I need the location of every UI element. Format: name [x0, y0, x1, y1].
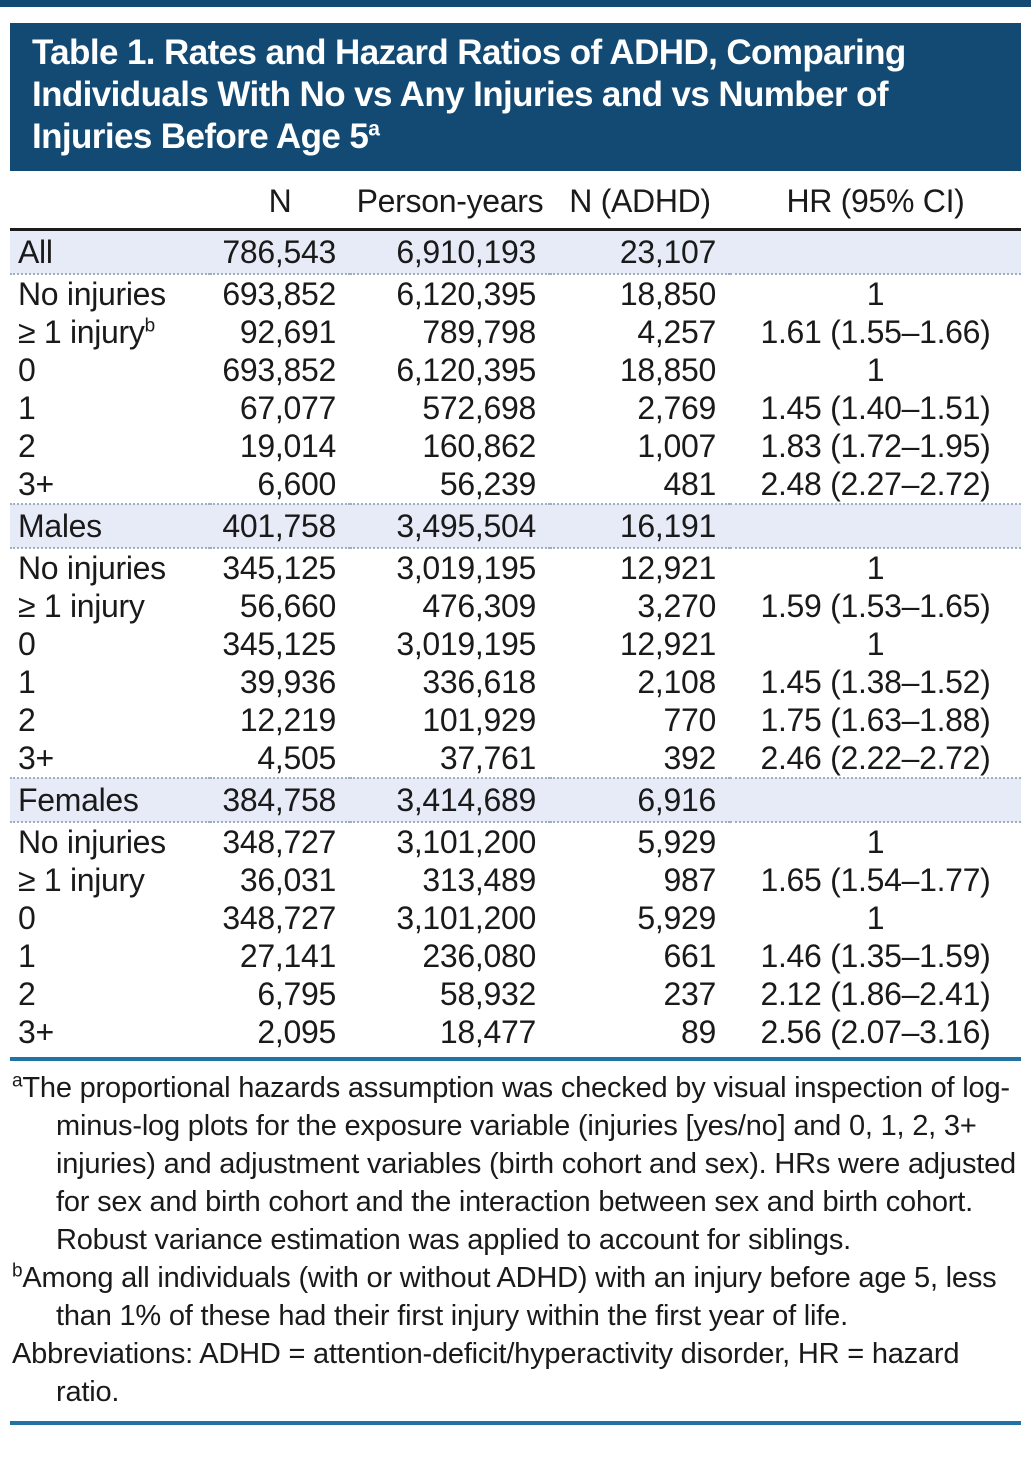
- row-label-cell: ≥ 1 injury: [18, 862, 145, 898]
- hr-ci-cell: 2.56 (2.07–3.16): [760, 1014, 991, 1050]
- n-cell: 693,852: [222, 352, 336, 388]
- hr-ci-cell: 1.59 (1.53–1.65): [760, 588, 991, 624]
- person-years-cell: 160,862: [422, 428, 536, 464]
- table-row: [10, 937, 1021, 975]
- row-label-cell: No injuries: [18, 550, 166, 586]
- person-years-cell: 789,798: [422, 314, 536, 350]
- row-label-cell: 1: [18, 390, 36, 426]
- table-row: [10, 822, 1021, 861]
- row-label-cell: 0: [18, 626, 36, 662]
- section-label-cell: All: [10, 230, 210, 275]
- n-cell: 786,543: [210, 230, 350, 275]
- n-cell: 348,727: [222, 824, 336, 860]
- table-row: [10, 465, 1021, 504]
- footnote-marker: a: [12, 1070, 23, 1092]
- person-years-cell: 3,101,200: [396, 900, 536, 936]
- row-label-cell: 2: [18, 976, 36, 1012]
- person-years-cell: 3,101,200: [396, 824, 536, 860]
- row-label-cell: 1: [18, 938, 36, 974]
- column-header-n-adhd: N (ADHD): [550, 181, 730, 230]
- table-row: [10, 975, 1021, 1013]
- table-row: [10, 701, 1021, 739]
- hr-ci-cell: 1.75 (1.63–1.88): [760, 702, 991, 738]
- section-summary-row-males: [10, 504, 1021, 548]
- hr-ci-cell: 1: [866, 276, 885, 312]
- column-header-n: N: [210, 181, 350, 230]
- footnotes-block: [12, 1069, 1021, 1411]
- table-row: [10, 861, 1021, 899]
- person-years-cell: 6,120,395: [396, 352, 536, 388]
- table-title-box: [10, 23, 1021, 171]
- hr-ci-cell: [730, 230, 1021, 275]
- n-cell: 384,758: [210, 778, 350, 822]
- table-bottom-rule: [10, 1057, 1021, 1061]
- footnote-a: $^a$The proportional hazards assumption was checked by visual inspection of log-minus-log plots for the exposure variable (injuries [yes/no] and 0, 1, 2, 3+ injuries) and adjustment variables (birth cohort and sex). HRs were adjusted for sex and birth cohort and the interaction between sex and birth cohort. Robust variance estimation was applied to account for siblings.: [12, 1070, 1016, 1256]
- n-adhd-cell: 4,257: [637, 314, 716, 350]
- hr-ci-cell: 1.45 (1.40–1.51): [760, 390, 991, 426]
- n-adhd-cell: 481: [663, 466, 716, 502]
- hr-ci-cell: 1: [866, 824, 885, 860]
- person-years-cell: 3,495,504: [350, 504, 550, 548]
- person-years-cell: 37,761: [439, 740, 536, 776]
- row-label-cell: 0: [18, 352, 36, 388]
- table-row: [10, 663, 1021, 701]
- row-label-cell: 2: [18, 428, 36, 464]
- column-header-person-years: Person-years: [350, 181, 550, 230]
- row-label-cell: 3+: [18, 740, 54, 776]
- n-cell: 67,077: [239, 390, 336, 426]
- row-label-cell: 0: [18, 900, 36, 936]
- n-adhd-cell: 5,929: [637, 824, 716, 860]
- hr-ci-cell: 1.83 (1.72–1.95): [760, 428, 991, 464]
- hr-ci-cell: 1.61 (1.55–1.66): [760, 314, 991, 350]
- hr-ci-cell: 1: [866, 352, 885, 388]
- table-row: [10, 389, 1021, 427]
- hr-ci-cell: 1: [866, 550, 885, 586]
- n-cell: 401,758: [210, 504, 350, 548]
- person-years-cell: 101,929: [422, 702, 536, 738]
- table-row: [10, 899, 1021, 937]
- table-row: [10, 351, 1021, 389]
- n-adhd-cell: 2,108: [637, 664, 716, 700]
- person-years-cell: 236,080: [422, 938, 536, 974]
- n-adhd-cell: 987: [663, 862, 716, 898]
- row-label-cell: 1: [18, 664, 36, 700]
- hr-ci-cell: 1.65 (1.54–1.77): [760, 862, 991, 898]
- person-years-cell: 58,932: [439, 976, 536, 1012]
- footnote-marker: b: [12, 1260, 23, 1282]
- row-footnote-marker: b: [144, 315, 155, 337]
- n-cell: 4,505: [257, 740, 336, 776]
- table-row: [10, 625, 1021, 663]
- top-accent-bar: [0, 0, 1031, 7]
- hr-ci-cell: 1: [866, 626, 885, 662]
- person-years-cell: 3,019,195: [396, 626, 536, 662]
- section-label-cell: Males: [10, 504, 210, 548]
- n-adhd-cell: 6,916: [550, 778, 730, 822]
- footnote-b: $^b$Among all individuals (with or without ADHD) with an injury before age 5, less than 1% of these had their first injury within the first year of life.: [12, 1260, 997, 1332]
- table-row: [10, 739, 1021, 778]
- hr-ci-cell: [730, 504, 1021, 548]
- n-cell: 92,691: [239, 314, 336, 350]
- n-cell: 693,852: [222, 276, 336, 312]
- table-row: [10, 587, 1021, 625]
- table-row: [10, 313, 1021, 351]
- n-cell: 345,125: [222, 550, 336, 586]
- person-years-cell: 476,309: [422, 588, 536, 624]
- n-cell: 36,031: [239, 862, 336, 898]
- hr-ci-cell: 2.46 (2.22–2.72): [760, 740, 991, 776]
- n-adhd-cell: 661: [663, 938, 716, 974]
- person-years-cell: 3,019,195: [396, 550, 536, 586]
- n-adhd-cell: 1,007: [637, 428, 716, 464]
- n-cell: 348,727: [222, 900, 336, 936]
- n-adhd-cell: 23,107: [550, 230, 730, 275]
- table-row: [10, 548, 1021, 587]
- footnote-abbreviations: Abbreviations: ADHD = attention-deficit/hyperactivity disorder, HR = hazard ratio.: [12, 1338, 960, 1408]
- row-label-cell: 3+: [18, 1014, 54, 1050]
- person-years-cell: 6,910,193: [350, 230, 550, 275]
- hr-ci-cell: 1: [866, 900, 885, 936]
- table-header-row: [10, 181, 1021, 230]
- column-header-hr-ci: HR (95% CI): [730, 181, 1021, 230]
- table-row: [10, 1013, 1021, 1051]
- n-cell: 6,795: [257, 976, 336, 1012]
- section-summary-row-all: [10, 230, 1021, 275]
- row-label-cell: 3+: [18, 466, 54, 502]
- title-footnote-marker: a: [368, 117, 380, 141]
- person-years-cell: 56,239: [439, 466, 536, 502]
- row-label-cell: No injuries: [18, 824, 166, 860]
- table-row: [10, 274, 1021, 313]
- n-adhd-cell: 16,191: [550, 504, 730, 548]
- n-cell: 2,095: [257, 1014, 336, 1050]
- n-cell: 345,125: [222, 626, 336, 662]
- table-row: [10, 427, 1021, 465]
- person-years-cell: 336,618: [422, 664, 536, 700]
- n-adhd-cell: 12,921: [619, 626, 716, 662]
- table-title: Table 1. Rates and Hazard Ratios of ADHD, Comparing Individuals With No vs Any Injuries and vs Number of Injuries Before Age 5$^a$: [32, 33, 906, 156]
- n-cell: 19,014: [239, 428, 336, 464]
- n-adhd-cell: 5,929: [637, 900, 716, 936]
- section-summary-row-females: [10, 778, 1021, 822]
- n-adhd-cell: 392: [663, 740, 716, 776]
- page-bottom-rule: [10, 1421, 1021, 1425]
- n-cell: 27,141: [239, 938, 336, 974]
- row-label-cell: ≥ 1 injury: [18, 588, 145, 624]
- person-years-cell: 313,489: [422, 862, 536, 898]
- row-label-cell: No injuries: [18, 276, 166, 312]
- hr-ci-cell: 2.12 (1.86–2.41): [760, 976, 991, 1012]
- n-adhd-cell: 89: [681, 1014, 716, 1050]
- n-cell: 39,936: [239, 664, 336, 700]
- person-years-cell: 3,414,689: [350, 778, 550, 822]
- hr-ci-cell: 1.45 (1.38–1.52): [760, 664, 991, 700]
- n-adhd-cell: 12,921: [619, 550, 716, 586]
- person-years-cell: 6,120,395: [396, 276, 536, 312]
- hr-ci-cell: 2.48 (2.27–2.72): [760, 466, 991, 502]
- n-cell: 6,600: [257, 466, 336, 502]
- n-adhd-cell: 18,850: [619, 276, 716, 312]
- row-label-cell: ≥ 1 injury$^b$: [18, 314, 155, 350]
- person-years-cell: 572,698: [422, 390, 536, 426]
- hr-ci-cell: 1.46 (1.35–1.59): [760, 938, 991, 974]
- n-adhd-cell: 770: [663, 702, 716, 738]
- n-adhd-cell: 3,270: [637, 588, 716, 624]
- n-adhd-cell: 18,850: [619, 352, 716, 388]
- row-label-cell: 2: [18, 702, 36, 738]
- n-adhd-cell: 2,769: [637, 390, 716, 426]
- person-years-cell: 18,477: [439, 1014, 536, 1050]
- hr-ci-cell: [730, 778, 1021, 822]
- n-adhd-cell: 237: [663, 976, 716, 1012]
- n-cell: 56,660: [239, 588, 336, 624]
- n-cell: 12,219: [239, 702, 336, 738]
- section-label-cell: Females: [10, 778, 210, 822]
- adhd-hazard-ratios-table: [10, 181, 1021, 1051]
- column-header-rowlabel: [10, 181, 210, 230]
